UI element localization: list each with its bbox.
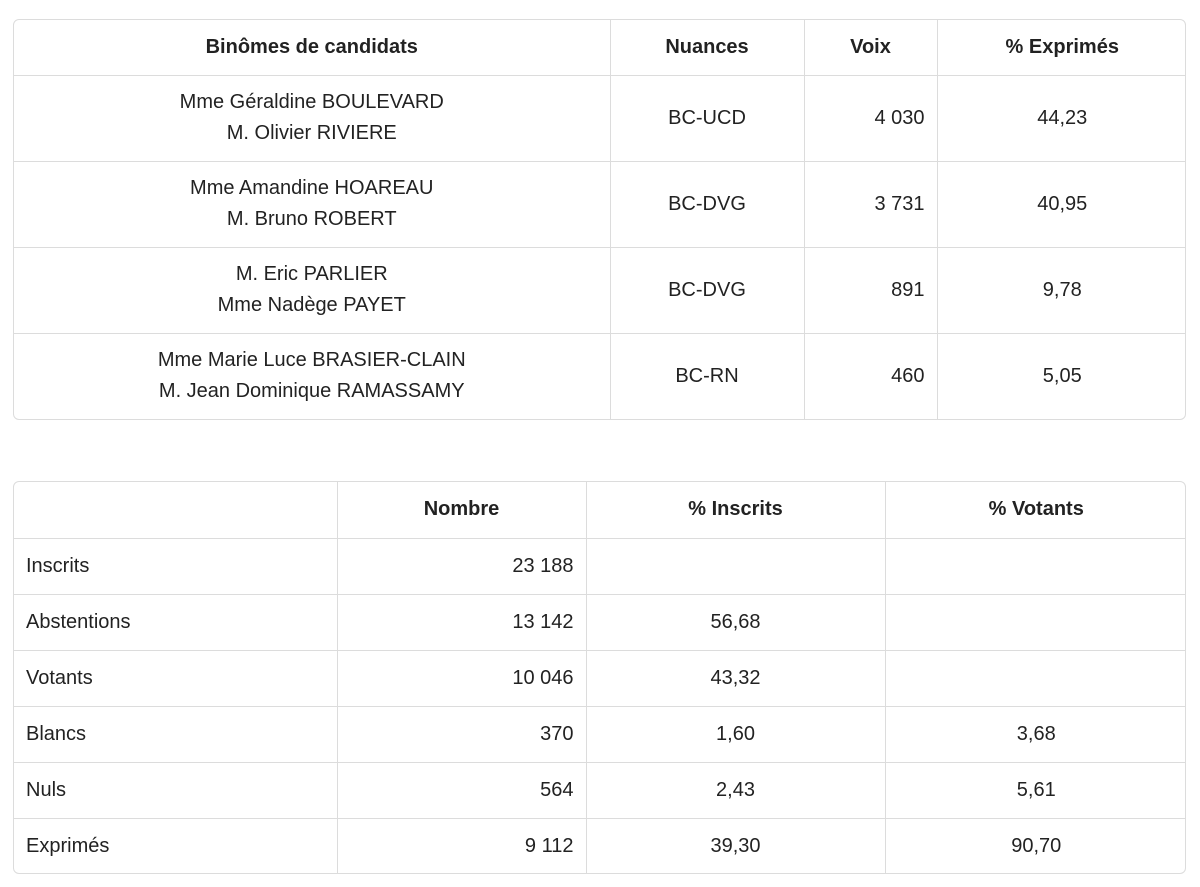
table-row: [14, 594, 1186, 650]
header-voix: Voix: [804, 20, 937, 75]
candidate-name: Mme Nadège PAYET: [217, 294, 406, 316]
stat-nombre: 370: [337, 706, 586, 762]
stat-label: Exprimés: [14, 818, 337, 874]
table-row: [14, 333, 1186, 419]
candidate-name: Mme Géraldine BOULEVARD: [179, 91, 444, 113]
table-row: [14, 538, 1186, 594]
voix-cell: 3 731: [804, 161, 937, 247]
stat-nombre: 564: [337, 762, 586, 818]
table-row: [14, 762, 1186, 818]
exprimes-cell: 40,95: [937, 161, 1186, 247]
header-candidates: Binômes de candidats: [14, 20, 610, 75]
voix-cell: 460: [804, 333, 937, 419]
stat-pct-inscrits: [586, 538, 885, 594]
stat-pct-inscrits: 56,68: [586, 594, 885, 650]
exprimes-cell: 9,78: [937, 247, 1186, 333]
header-pct-votants: % Votants: [885, 482, 1186, 538]
stats-header-row: [14, 482, 1186, 538]
nuance-cell: BC-RN: [610, 333, 804, 419]
voix-cell: 4 030: [804, 75, 937, 161]
candidate-name: Mme Marie Luce BRASIER-CLAIN: [157, 349, 466, 372]
stat-pct-votants: [885, 650, 1186, 706]
stat-nombre: 10 046: [337, 650, 586, 706]
candidates-results-table: [13, 19, 1186, 420]
stat-pct-inscrits: 1,60: [586, 706, 885, 762]
candidate-names: [14, 75, 610, 161]
stat-pct-votants: 3,68: [885, 706, 1186, 762]
table-row: [14, 75, 1186, 161]
stat-pct-votants: [885, 538, 1186, 594]
candidates-header-row: [14, 20, 1186, 75]
stat-label: Inscrits: [14, 538, 337, 594]
stat-label: Votants: [14, 650, 337, 706]
stat-pct-inscrits: 43,32: [586, 650, 885, 706]
nuance-cell: BC-DVG: [610, 247, 804, 333]
header-pct-inscrits: % Inscrits: [586, 482, 885, 538]
candidate-name: M. Bruno ROBERT: [226, 208, 397, 230]
candidate-names: [14, 333, 610, 419]
header-nombre: Nombre: [337, 482, 586, 538]
stat-label: Nuls: [14, 762, 337, 818]
voix-cell: 891: [804, 247, 937, 333]
stat-nombre: 9 112: [337, 818, 586, 874]
exprimes-cell: 44,23: [937, 75, 1186, 161]
candidate-names: [14, 161, 610, 247]
candidate-names: [14, 247, 610, 333]
nuance-cell: BC-UCD: [610, 75, 804, 161]
candidate-name: M. Eric PARLIER: [235, 263, 388, 285]
stat-nombre: 23 188: [337, 538, 586, 594]
nuance-cell: BC-DVG: [610, 161, 804, 247]
table-row: [14, 161, 1186, 247]
candidate-name: Mme Amandine HOAREAU: [190, 177, 434, 199]
header-exprimes: % Exprimés: [937, 20, 1186, 75]
stat-label: Abstentions: [14, 594, 337, 650]
stat-pct-inscrits: 2,43: [586, 762, 885, 818]
table-row: [14, 247, 1186, 333]
candidate-name: M. Olivier RIVIERE: [226, 122, 397, 144]
stat-pct-votants: 5,61: [885, 762, 1186, 818]
table-row: [14, 818, 1186, 874]
participation-stats-table: [13, 481, 1186, 874]
stat-label: Blancs: [14, 706, 337, 762]
stat-nombre: 13 142: [337, 594, 586, 650]
exprimes-cell: 5,05: [1042, 364, 1082, 387]
table-row: [14, 706, 1186, 762]
header-nuances: Nuances: [610, 20, 804, 75]
header-label: [14, 482, 337, 538]
stat-pct-inscrits: 39,30: [586, 818, 885, 874]
table-row: [14, 650, 1186, 706]
stat-pct-votants: 90,70: [1011, 834, 1062, 857]
stat-pct-votants: [885, 594, 1186, 650]
candidate-name: M. Jean Dominique RAMASSAMY: [158, 380, 465, 403]
